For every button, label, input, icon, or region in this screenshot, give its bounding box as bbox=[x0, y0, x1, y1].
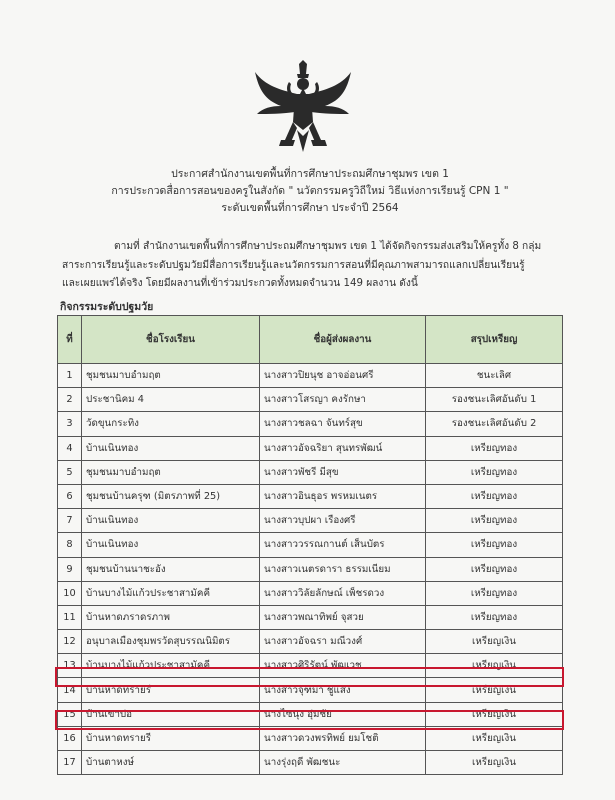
announcement-heading bbox=[40, 166, 580, 217]
teacher-name: นางสาวดวงพรทิพย์ ยมโชติ bbox=[260, 726, 426, 750]
award-level: เหรียญทอง bbox=[426, 605, 563, 629]
row-number: 11 bbox=[58, 605, 82, 629]
header-school: ชื่อโรงเรียน bbox=[82, 316, 260, 364]
intro-line-1: ตามที่ สำนักงานเขตพื้นที่การศึกษาประถมศึกษาชุมพร เขต 1 ได้จัดกิจกรรมส่งเสริมให้ครูทั้ง 8 กลุ่ม bbox=[114, 241, 542, 252]
award-level: เหรียญทอง bbox=[426, 436, 563, 460]
teacher-name: นางรุ่งฤดี พัฒชนะ bbox=[260, 751, 426, 775]
intro-line-2: สาระการเรียนรู้และระดับปฐมวัยมีสื่อการเรียนรู้และนวัตกรรมการสอนที่มีคุณภาพสามารถแลกเปลี่ยนเรียนรู้ bbox=[62, 259, 525, 271]
table-row bbox=[58, 484, 563, 508]
row-number: 15 bbox=[58, 702, 82, 726]
teacher-name: นางสาวปิยนุช อาจอ่อนศรี bbox=[260, 364, 426, 388]
teacher-name: นางสาวศิริรัตน์ พัฒเวช bbox=[260, 654, 426, 678]
school-name: บ้านตาหงษ์ bbox=[82, 751, 260, 775]
award-level: เหรียญทอง bbox=[426, 533, 563, 557]
row-number: 9 bbox=[58, 557, 82, 581]
table-row bbox=[58, 364, 563, 388]
table-row bbox=[58, 436, 563, 460]
school-name: บ้านบางไม้แก้วประชาสามัคคี bbox=[82, 581, 260, 605]
intro-line-3: และเผยแพร่ได้จริง โดยมีผลงานที่เข้าร่วมประกวดทั้งหมดจำนวน 149 ผลงาน ดังนี้ bbox=[62, 278, 418, 289]
heading-line-3: ระดับเขตพื้นที่การศึกษา ประจำปี 2564 bbox=[221, 202, 399, 214]
school-name: ชุมชนมาบอำมฤต bbox=[82, 364, 260, 388]
row-number: 7 bbox=[58, 509, 82, 533]
teacher-name: นางสาวชลฉา จันทร์สุข bbox=[260, 412, 426, 436]
row-number: 3 bbox=[58, 412, 82, 436]
table-row bbox=[58, 509, 563, 533]
award-level: เหรียญทอง bbox=[426, 460, 563, 484]
school-name: บ้านบางไม้แก้วประชาสามัคคี bbox=[82, 654, 260, 678]
section-title: กิจกรรมระดับปฐมวัย bbox=[60, 301, 154, 313]
award-level: เหรียญทอง bbox=[426, 557, 563, 581]
row-number: 10 bbox=[58, 581, 82, 605]
row-number: 14 bbox=[58, 678, 82, 702]
school-name: บ้านเนินทอง bbox=[82, 509, 260, 533]
row-number: 5 bbox=[58, 460, 82, 484]
teacher-name: นางสาวโสรญา คงรักษา bbox=[260, 388, 426, 412]
award-level: เหรียญทอง bbox=[426, 484, 563, 508]
school-name: บ้านเนินทอง bbox=[82, 436, 260, 460]
teacher-name: นางสาวอัจฉรา มณีวงศ์ bbox=[260, 630, 426, 654]
school-name: ประชานิคม 4 bbox=[82, 388, 260, 412]
award-level: เหรียญเงิน bbox=[426, 678, 563, 702]
row-number: 8 bbox=[58, 533, 82, 557]
highlight-box-row-14 bbox=[55, 667, 564, 687]
row-number: 4 bbox=[58, 436, 82, 460]
teacher-name: นางสาวอินธุอร พรหมเนตร bbox=[260, 484, 426, 508]
teacher-name: นางสาวจุฑิมา ชูแสง bbox=[260, 678, 426, 702]
award-level: รองชนะเลิศอันดับ 1 bbox=[426, 388, 563, 412]
table-header-row bbox=[58, 316, 563, 364]
teacher-name: นางสาววรรณกานต์ เส็นบัตร bbox=[260, 533, 426, 557]
row-number: 17 bbox=[58, 751, 82, 775]
garuda-emblem-icon bbox=[251, 60, 355, 156]
header-teacher: ชื่อผู้ส่งผลงาน bbox=[260, 316, 426, 364]
intro-paragraph bbox=[62, 238, 592, 294]
table-row bbox=[58, 581, 563, 605]
school-name: ชุมชนบ้านนาชะอัง bbox=[82, 557, 260, 581]
teacher-name: นางสาวเนตรดารา ธรรมเนียม bbox=[260, 557, 426, 581]
header-no: ที่ bbox=[58, 316, 82, 364]
table-row bbox=[58, 605, 563, 629]
teacher-name: นางสาวพัชรี มีสุข bbox=[260, 460, 426, 484]
highlight-box-row-16 bbox=[55, 710, 564, 730]
school-name: บ้านหาดทรายรี bbox=[82, 678, 260, 702]
table-row bbox=[58, 751, 563, 775]
teacher-name: นางสาวอัจฉริยา สุนทรพัฒน์ bbox=[260, 436, 426, 460]
award-level: ชนะเลิศ bbox=[426, 364, 563, 388]
school-name: บ้านเนินทอง bbox=[82, 533, 260, 557]
table-row bbox=[58, 460, 563, 484]
table-row bbox=[58, 630, 563, 654]
school-name: วัดขุนกระทิง bbox=[82, 412, 260, 436]
teacher-name: นางสาวพณาทิพย์ จุสวย bbox=[260, 605, 426, 629]
results-table bbox=[57, 315, 563, 775]
award-level: เหรียญเงิน bbox=[426, 726, 563, 750]
school-name: บ้านเขาบ่อ bbox=[82, 702, 260, 726]
school-name: อนุบาลเมืองชุมพรวัดสุบรรณนิมิตร bbox=[82, 630, 260, 654]
row-number: 6 bbox=[58, 484, 82, 508]
heading-line-1: ประกาศสำนักงานเขตพื้นที่การศึกษาประถมศึกษาชุมพร เขต 1 bbox=[171, 168, 449, 180]
heading-line-2: การประกวดสื่อการสอนของครูในสังกัด " นวัตกรรมครูวิถีใหม่ วิธีแห่งการเรียนรู้ CPN 1 " bbox=[111, 185, 509, 197]
table-row bbox=[58, 533, 563, 557]
award-level: เหรียญเงิน bbox=[426, 702, 563, 726]
table-row bbox=[58, 412, 563, 436]
row-number: 16 bbox=[58, 726, 82, 750]
award-level: เหรียญทอง bbox=[426, 509, 563, 533]
teacher-name: นางสาววิลัยลักษณ์ เพ็ชรดวง bbox=[260, 581, 426, 605]
row-number: 2 bbox=[58, 388, 82, 412]
school-name: ชุมชนบ้านครุฑ (มิตรภาพที่ 25) bbox=[82, 484, 260, 508]
award-level: รองชนะเลิศอันดับ 2 bbox=[426, 412, 563, 436]
school-name: บ้านหาดทรายรี bbox=[82, 726, 260, 750]
teacher-name: นางไซนุง อุ่มชัย bbox=[260, 702, 426, 726]
award-level: เหรียญเงิน bbox=[426, 630, 563, 654]
row-number: 12 bbox=[58, 630, 82, 654]
award-level: เหรียญเงิน bbox=[426, 751, 563, 775]
row-number: 13 bbox=[58, 654, 82, 678]
table-row bbox=[58, 557, 563, 581]
award-level: เหรียญเงิน bbox=[426, 654, 563, 678]
award-level: เหรียญทอง bbox=[426, 581, 563, 605]
school-name: บ้านหาดภราดรภาพ bbox=[82, 605, 260, 629]
school-name: ชุมชนมาบอำมฤต bbox=[82, 460, 260, 484]
header-award: สรุปเหรียญ bbox=[426, 316, 563, 364]
teacher-name: นางสาวบุปผา เรืองศรี bbox=[260, 509, 426, 533]
table-row bbox=[58, 388, 563, 412]
row-number: 1 bbox=[58, 364, 82, 388]
